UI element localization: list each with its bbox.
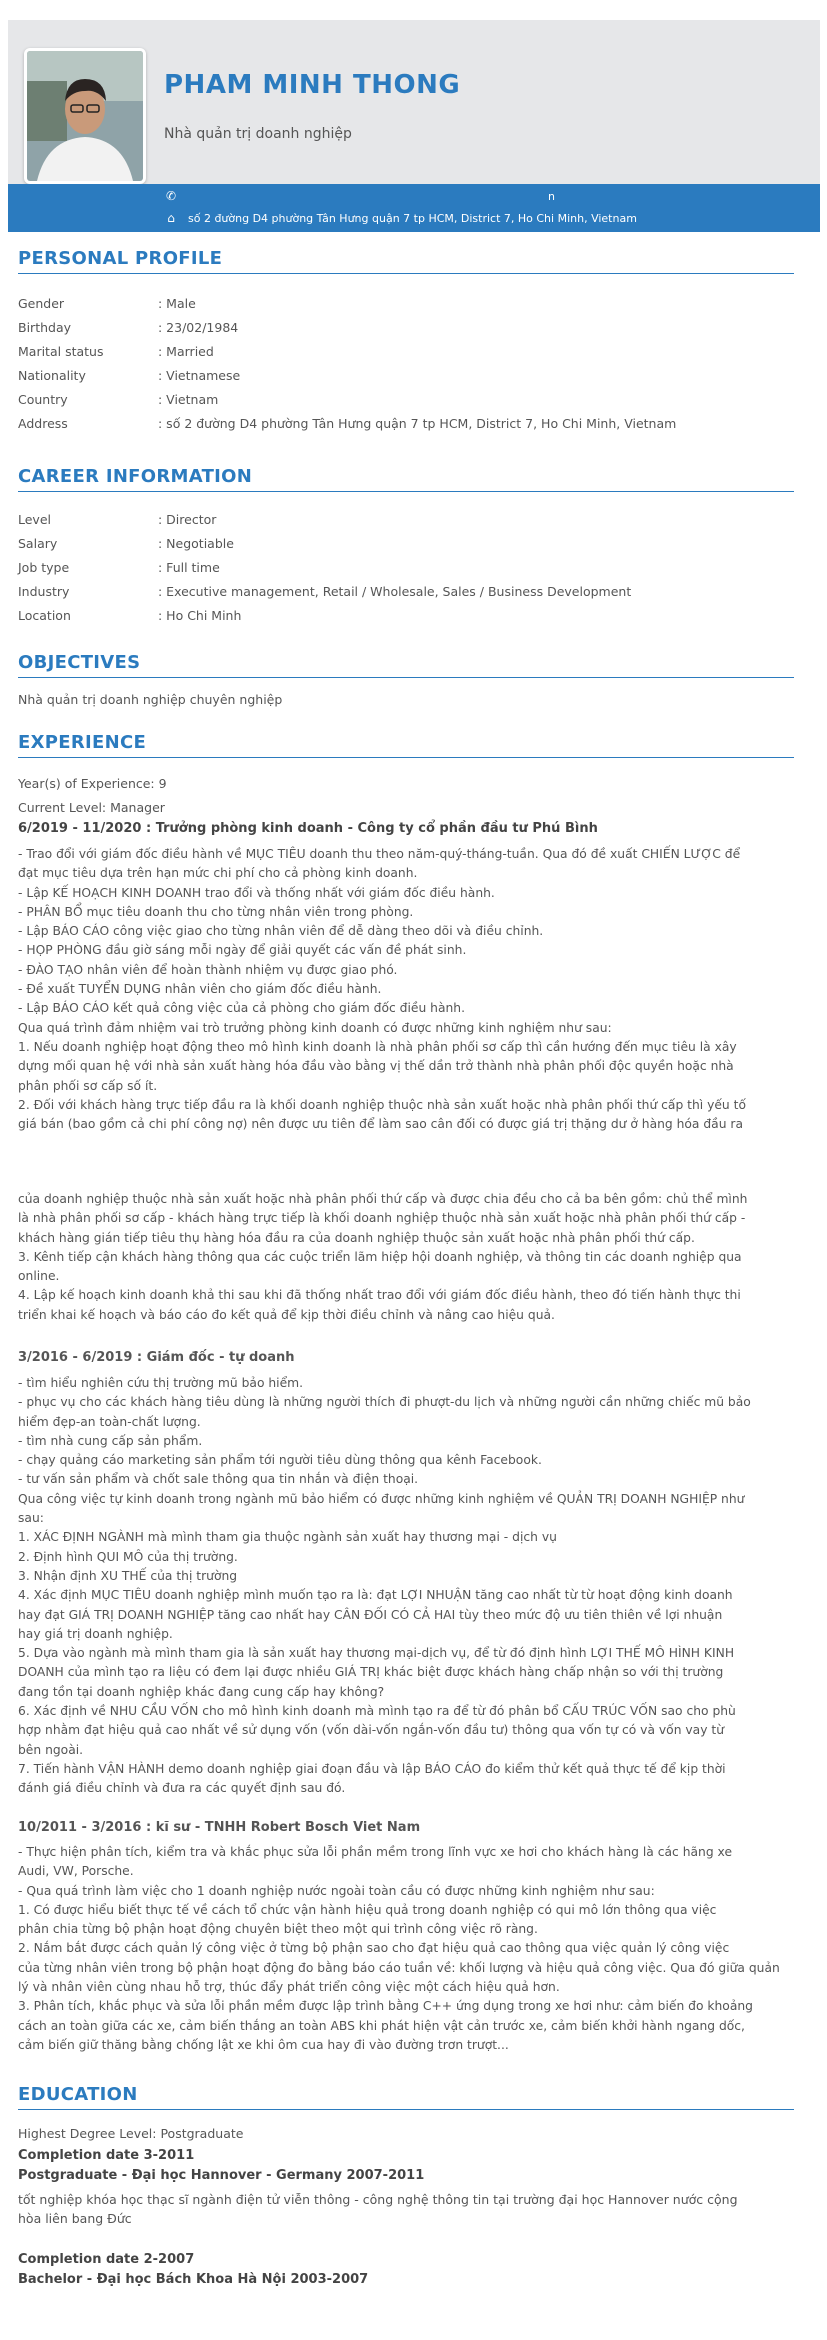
description-line: 2. Nắm bắt được cách quản lý công việc ở từng bộ phận sao cho đạt hiệu quả cao thông qua việc quản lý công việc [18, 1941, 730, 1956]
description-line: 4. Lập kế hoạch kinh doanh khả thi sau khi đã thống nhất trao đổi với giám đốc điều hành, theo đó tiến hành thực thi [18, 1288, 741, 1303]
section-title-personal: PERSONAL PROFILE [18, 248, 794, 274]
education-degree-title: Bachelor - Đại học Bách Khoa Hà Nội 2003-2007 [18, 2272, 369, 2287]
job-description [18, 845, 794, 1134]
experience-years: Year(s) of Experience: 9 [18, 776, 167, 791]
resume-page [8, 20, 820, 225]
experience-level: Current Level: Manager [18, 800, 165, 815]
description-line: khách hàng gián tiếp tiêu thụ hàng hóa đầu ra của doanh nghiệp thuộc sản xuất hoặc nhà phân phối thứ cấp. [18, 1230, 695, 1245]
field-label: Marital status [18, 344, 104, 359]
career-section [18, 466, 794, 623]
profile-photo [24, 48, 146, 184]
description-line: đánh giá điều chỉnh và đưa ra các quyết định sau đó. [18, 1781, 346, 1796]
education-degree-level: Highest Degree Level: Postgraduate [18, 2126, 244, 2141]
field-label: Job type [18, 560, 70, 575]
email-value: n [548, 189, 555, 203]
description-line: - Lập KẾ HOẠCH KINH DOANH trao đổi và thống nhất với giám đốc điều hành. [18, 885, 495, 900]
field-value: : Director [158, 512, 217, 527]
field-label: Gender [18, 296, 65, 311]
field-label: Location [18, 608, 71, 623]
description-line: - ĐÀO TẠO nhân viên để hoàn thành nhiệm vụ được giao phó. [18, 962, 398, 977]
description-line: phân phối sơ cấp số ít. [18, 1078, 158, 1093]
description-line: - tư vấn sản phẩm và chốt sale thông qua tin nhắn và điện thoại. [18, 1472, 419, 1487]
field-value: : số 2 đường D4 phường Tân Hưng quận 7 tp HCM, District 7, Ho Chi Minh, Vietnam [158, 416, 677, 431]
description-line: 1. Nếu doanh nghiệp hoạt động theo mô hình kinh doanh là nhà phân phối sơ cấp thì cần hướng đến mục tiêu là xây [18, 1039, 737, 1054]
description-line: 3. Kênh tiếp cận khách hàng thông qua các cuộc triển lãm hiệp hội doanh nghiệp, và thông tin các doanh nghiệp qua [18, 1249, 742, 1264]
description-line: giá bán (bao gồm cả chi phí công nợ) nên được ưu tiên để làm sao cân đối có được giá trị thặng dư ở hàng hóa đầu ra [18, 1117, 744, 1132]
section-title-experience: EXPERIENCE [18, 732, 794, 758]
description-line: hiểm đẹp-an toàn-chất lượng. [18, 1414, 201, 1429]
description-line: - Qua quá trình làm việc cho 1 doanh nghiệp nước ngoài toàn cầu có được những kinh nghiệm như sau: [18, 1883, 655, 1898]
description-line: - Lập BÁO CÁO công việc giao cho từng nhân viên để dễ dàng theo dõi và điều chỉnh. [18, 924, 544, 939]
field-label: Country [18, 392, 68, 407]
job-title: 6/2019 - 11/2020 : Trưởng phòng kinh doanh - Công ty cổ phần đầu tư Phú Bình [18, 821, 598, 836]
job-description [18, 1190, 794, 1325]
section-title-education: EDUCATION [18, 2084, 794, 2110]
contact-address: số 2 đường D4 phường Tân Hưng quận 7 tp HCM, District 7, Ho Chi Minh, Vietnam [188, 211, 637, 225]
description-line: của doanh nghiệp thuộc nhà sản xuất hoặc nhà phân phối thứ cấp và được chia đều cho cả ba bên gồm: chủ thể mình [18, 1192, 748, 1206]
job-description [18, 1843, 794, 2055]
description-line: phân chia từng bộ phận hoạt động chuyên biệt theo một qui trình công việc rõ ràng. [18, 1922, 538, 1937]
field-label: Level [18, 512, 51, 527]
field-label: Industry [18, 584, 70, 599]
education-completion-date: Completion date 2-2007 [18, 2252, 195, 2267]
field-value: : Full time [158, 560, 220, 575]
job-title: 3/2016 - 6/2019 : Giám đốc - tự doanh [18, 1350, 295, 1365]
section-title-objectives: OBJECTIVES [18, 652, 794, 678]
description-line: 1. XÁC ĐỊNH NGÀNH mà mình tham gia thuộc ngành sản xuất hay thương mại - dịch vụ [18, 1530, 557, 1545]
description-line: 4. Xác định MỤC TIÊU doanh nghiệp mình muốn tạo ra là: đạt LỢI NHUẬN tăng cao nhất từ từ hoạt động kinh doanh [18, 1588, 733, 1603]
description-line: 3. Nhận định XU THẾ của thị trường [18, 1568, 238, 1583]
education-degree-title: Postgraduate - Đại học Hannover - Germany 2007-2011 [18, 2168, 425, 2183]
description-line: - Đề xuất TUYỂN DỤNG nhân viên cho giám đốc điều hành. [18, 982, 382, 997]
job-title: 10/2011 - 3/2016 : kĩ sư - TNHH Robert Bosch Viet Nam [18, 1820, 421, 1835]
candidate-title: Nhà quản trị doanh nghiệp [164, 126, 352, 142]
description-line: - PHÂN BỔ mục tiêu doanh thu cho từng nhân viên trong phòng. [18, 904, 414, 919]
contact-row-phone [164, 189, 555, 203]
phone-icon: ✆ [165, 189, 177, 203]
field-value: : Vietnamese [158, 368, 241, 383]
description-line: - Thực hiện phân tích, kiểm tra và khắc phục sửa lỗi phần mềm trong lĩnh vực xe hơi cho khách hàng là các hãng xe [18, 1845, 733, 1859]
job-description [18, 1374, 794, 1799]
description-line: 5. Dựa vào ngành mà mình tham gia là sản xuất hay thương mại-dịch vụ, để từ đó định hình LỢI THẾ MÔ HÌNH KINH [18, 1646, 735, 1661]
field-value: : Executive management, Retail / Wholesale, Sales / Business Development [158, 584, 632, 599]
field-value: : Married [158, 344, 214, 359]
field-value: : 23/02/1984 [158, 320, 239, 335]
description-line: - Trao đổi với giám đốc điều hành về MỤC TIÊU doanh thu theo năm-quý-tháng-tuần. Qua đó đề xuất CHIẾN LƯỢC để [18, 847, 741, 861]
field-label: Nationality [18, 368, 86, 383]
description-line: 6. Xác định về NHU CẦU VỐN cho mô hình kinh doanh mà mình tạo ra để từ đó phân bổ CẤU TRÚC VỐN sao cho phù [18, 1704, 736, 1719]
description-line: - phục vụ cho các khách hàng tiêu dùng là những người thích đi phượt-du lịch và những người cần những chiếc mũ bảo [18, 1395, 751, 1410]
experience-section [18, 732, 794, 836]
description-line: sau: [18, 1511, 44, 1526]
description-line: là nhà phân phối sơ cấp - khách hàng trực tiếp là khối doanh nghiệp thuộc nhà sản xuất hoặc nhà phân phối thứ cấp - [18, 1211, 746, 1226]
field-value: : Male [158, 296, 196, 311]
description-line: lý và nhân viên cùng nhau hỗ trợ, thúc đẩy phát triển công việc một cách hiệu quả hơn. [18, 1980, 560, 1995]
home-icon: ⌂ [167, 211, 175, 225]
description-line: DOANH của mình tạo ra liệu có đem lại được nhiều GIÁ TRỊ khác biệt được khách hàng chấp nhận so với thị trường [18, 1665, 724, 1680]
education-completion-date: Completion date 3-2011 [18, 2148, 195, 2163]
description-line: - chạy quảng cáo marketing sản phẩm tới người tiêu dùng thông qua kênh Facebook. [18, 1453, 542, 1468]
field-value: : Negotiable [158, 536, 234, 551]
description-line: của từng nhân viên trong bộ phận hoạt động đo bằng báo cáo tuần về: khối lượng và hiệu quả công việc. Qua đó giữa quản [18, 1960, 780, 1975]
objectives-section [18, 652, 794, 707]
description-line: đạt mục tiêu dựa trên hạn mức chi phí cho cả phòng kinh doanh. [18, 866, 418, 881]
field-label: Salary [18, 536, 58, 551]
field-value: : Ho Chi Minh [158, 608, 242, 623]
description-line: dựng mối quan hệ với nhà sản xuất hàng hóa đầu vào bằng vị thế dần trở thành nhà phân phối độc quyền hoặc nhà [18, 1059, 734, 1074]
description-line: hợp nhằm đạt hiệu quả cao nhất về sử dụng vốn (vốn dài-vốn ngắn-vốn đầu tư) thông qua vốn tự có và vốn vay từ [18, 1723, 725, 1738]
description-line: cách an toàn giữa các xe, cảm biến thắng an toàn ABS khi phát hiện vật cản trước xe, cảm biến khởi hành ngang dốc, [18, 2018, 745, 2033]
education-description: hòa liên bang Đức [18, 2211, 132, 2226]
description-line: 2. Đối với khách hàng trực tiếp đầu ra là khối doanh nghiệp thuộc nhà sản xuất hoặc nhà phân phối thứ cấp thì yếu tố [18, 1097, 746, 1112]
description-line: hay giá trị doanh nghiệp. [18, 1626, 173, 1641]
description-line: cảm biến giữ thăng bằng chống lật xe khi ôm cua hay đi vào đường trơn trượt... [18, 2037, 509, 2052]
description-line: 2. Định hình QUI MÔ của thị trường. [18, 1549, 238, 1564]
candidate-name: PHAM MINH THONG [164, 70, 461, 100]
description-line: hay đạt GIÁ TRỊ DOANH NGHIỆP tăng cao nhất hay CÂN ĐỐI CÓ CẢ HAI tùy theo mức độ ưu tiên thiên về lợi nhuận [18, 1607, 723, 1622]
description-line: đang tồn tại doanh nghiệp khác đang cung cấp hay không? [18, 1684, 385, 1699]
description-line: Audi, VW, Porsche. [18, 1864, 134, 1879]
contact-bar [8, 184, 820, 232]
description-line: online. [18, 1269, 60, 1284]
description-line: - tìm hiểu nghiên cứu thị trường mũ bảo hiểm. [18, 1376, 304, 1390]
personal-profile-section [18, 248, 794, 431]
field-label: Birthday [18, 320, 72, 335]
education-description: tốt nghiệp khóa học thạc sĩ ngành điện tử viễn thông - công nghệ thông tin tại trường đại học Hannover nước cộng [18, 2192, 738, 2207]
objectives-text: Nhà quản trị doanh nghiệp chuyên nghiệp [18, 692, 283, 707]
field-label: Address [18, 416, 68, 431]
education-section [18, 2084, 794, 2287]
description-line: triển khai kế hoạch và báo cáo đo kết quả để kịp thời điều chỉnh và nâng cao hiệu quả. [18, 1307, 555, 1322]
description-line: - tìm nhà cung cấp sản phẩm. [18, 1433, 203, 1448]
description-line: Qua quá trình đảm nhiệm vai trò trưởng phòng kinh doanh có được những kinh nghiệm như sau: [18, 1020, 612, 1035]
description-line: 3. Phân tích, khắc phục và sửa lỗi phần mềm được lập trình bằng C++ ứng dụng trong xe hơi như: cảm biến đo khoảng [18, 1999, 753, 2014]
description-line: 7. Tiến hành VẬN HÀNH demo doanh nghiệp giai đoạn đầu và lập BÁO CÁO đo kiểm thử kết quả thực tế để kịp thời [18, 1761, 726, 1776]
section-title-career: CAREER INFORMATION [18, 466, 794, 492]
description-line: 1. Có được hiểu biết thực tế về cách tổ chức vận hành hiệu quả trong doanh nghiệp có qui mô lớn thông qua việc [18, 1902, 717, 1917]
contact-row-address [164, 211, 637, 225]
description-line: Qua công việc tự kinh doanh trong ngành mũ bảo hiểm có được những kinh nghiệm về QUẢN TRỊ DOANH NGHIỆP như [18, 1491, 745, 1506]
description-line: bên ngoài. [18, 1742, 84, 1757]
description-line: - Lập BÁO CÁO kết quả công việc của cả phòng cho giám đốc điều hành. [18, 1001, 465, 1016]
description-line: - HỌP PHÒNG đầu giờ sáng mỗi ngày để giải quyết các vấn đề phát sinh. [18, 943, 467, 958]
resume-header [8, 20, 820, 184]
field-value: : Vietnam [158, 392, 219, 407]
